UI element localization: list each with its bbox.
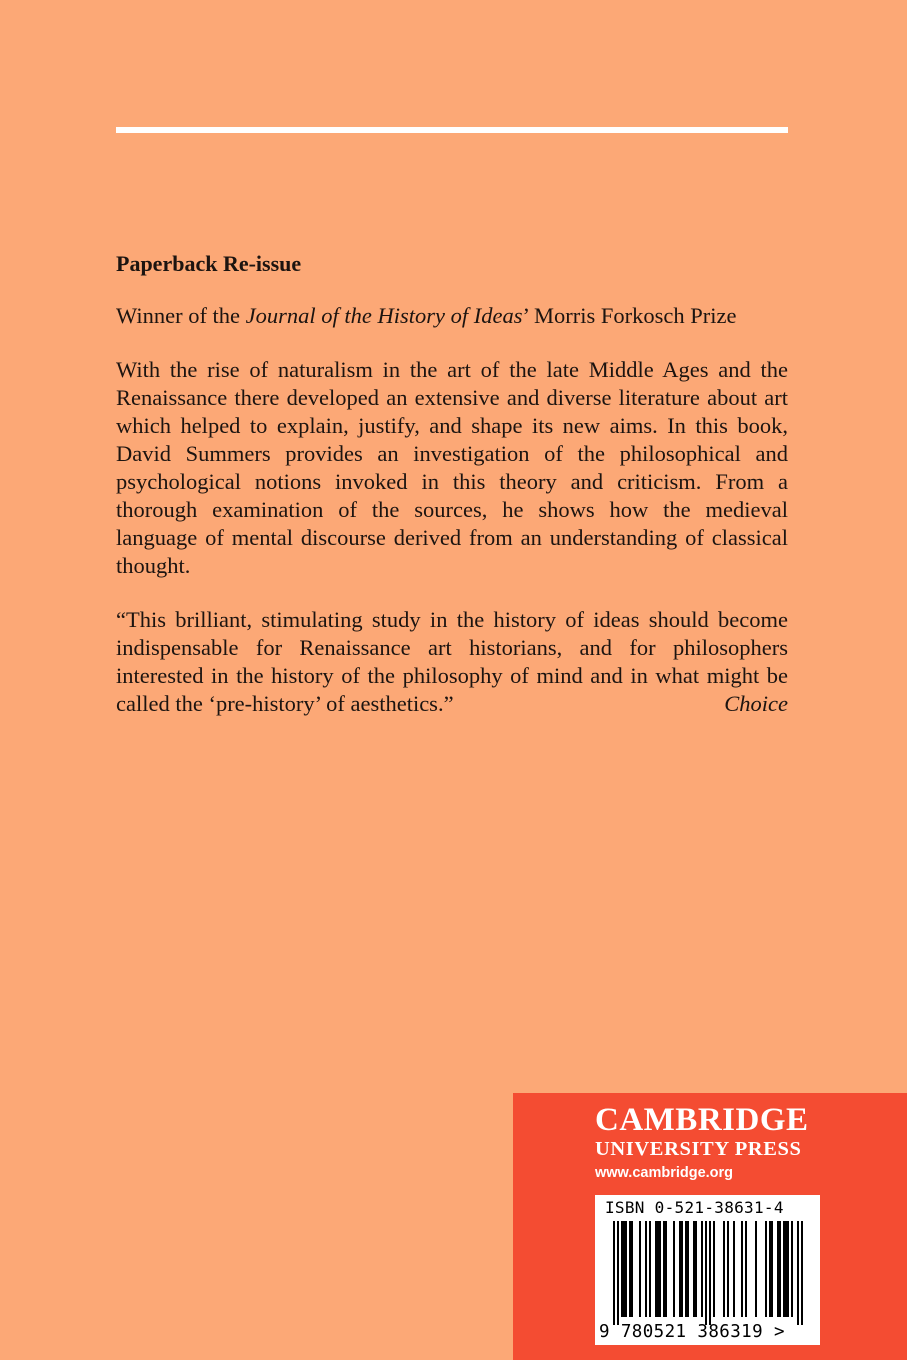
barcode-bar xyxy=(755,1221,757,1317)
barcode-digits: 9 780521 386319 > xyxy=(599,1322,785,1342)
barcode-bar xyxy=(713,1221,715,1317)
quote-source: Choice xyxy=(724,691,788,716)
publisher-name: CAMBRIDGE xyxy=(595,1102,809,1138)
barcode-bar xyxy=(617,1221,619,1325)
prize-line xyxy=(116,302,788,330)
barcode-bar xyxy=(769,1221,771,1317)
barcode-bar xyxy=(787,1221,789,1317)
barcode-bar xyxy=(777,1221,779,1317)
barcode-bar xyxy=(709,1221,711,1325)
barcode-bar xyxy=(695,1221,697,1317)
isbn-label: ISBN 0-521-38631-4 xyxy=(605,1198,784,1217)
barcode-bar xyxy=(765,1221,767,1317)
barcode-bar xyxy=(659,1221,661,1317)
section-heading: Paperback Re-issue xyxy=(116,251,302,276)
barcode-bar xyxy=(621,1221,623,1317)
barcode-bar xyxy=(745,1221,747,1317)
barcode-bar xyxy=(613,1221,615,1325)
barcode-bar xyxy=(733,1221,735,1317)
barcode-bar xyxy=(791,1221,793,1317)
barcode-bar xyxy=(655,1221,657,1317)
journal-title: Journal of the History of Ideas xyxy=(245,303,523,328)
barcode-bar xyxy=(639,1221,641,1317)
barcode-bar xyxy=(727,1221,729,1317)
barcode-bar xyxy=(687,1221,689,1317)
barcode-bar xyxy=(685,1221,687,1317)
barcode-bar xyxy=(623,1221,625,1317)
barcode-bar xyxy=(681,1221,683,1317)
barcode-bar xyxy=(801,1221,803,1325)
barcode-bar xyxy=(741,1221,743,1317)
barcode-bar xyxy=(631,1221,633,1317)
barcode-bar xyxy=(785,1221,787,1317)
back-cover-text xyxy=(116,250,788,718)
quote-text: “This brilliant, stimulating study in the history of ideas should become indispensable for Renaissance art historians, and for philosophers interested in the history of the philosophy of mind and in what might be called the ‘pre-history’ of aesthetics.” xyxy=(116,607,788,716)
barcode-bar xyxy=(629,1221,631,1317)
barcode-bar xyxy=(665,1221,667,1317)
barcode-bar xyxy=(673,1221,675,1317)
top-rule xyxy=(116,127,788,133)
barcode-icon xyxy=(601,1221,813,1325)
barcode-bar xyxy=(679,1221,681,1317)
barcode-bar xyxy=(723,1221,725,1317)
barcode-bar xyxy=(645,1221,647,1317)
prize-prefix: Winner of the xyxy=(116,303,246,328)
barcode-bar xyxy=(625,1221,627,1317)
publisher-block xyxy=(513,1093,907,1360)
prize-suffix: ’ Morris Forkosch Prize xyxy=(522,303,737,328)
barcode-bar xyxy=(663,1221,665,1317)
barcode-bar xyxy=(693,1221,695,1317)
barcode-bar xyxy=(649,1221,651,1317)
publisher-url: www.cambridge.org xyxy=(595,1165,734,1181)
barcode-bar xyxy=(705,1221,707,1325)
barcode-bar xyxy=(771,1221,773,1317)
barcode-bar xyxy=(779,1221,781,1317)
publisher-subname: UNIVERSITY PRESS xyxy=(595,1138,802,1160)
barcode-bar xyxy=(783,1221,785,1317)
review-quote xyxy=(116,606,788,718)
barcode-box xyxy=(595,1195,820,1345)
book-description: With the rise of naturalism in the art of the late Middle Ages and the Renaissance there developed an extensive and diverse literature about art which helped to explain, justify, and shape its new aims. In this book, David Summers provides an investigation of the philosophical and psychological notions invoked in this theory and criticism. From a thorough examination of the sources, he shows how the medieval language of mental discourse derived from an understanding of classical thought. xyxy=(116,357,788,578)
barcode-bar xyxy=(797,1221,799,1325)
barcode-bar xyxy=(657,1221,659,1317)
barcode-bar xyxy=(701,1221,703,1317)
